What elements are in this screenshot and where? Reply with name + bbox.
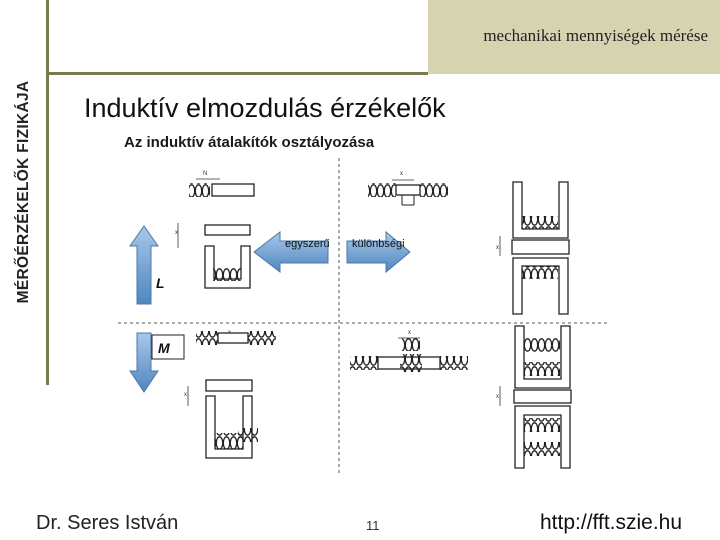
- coil-icon: [524, 338, 560, 352]
- coil-icon: [213, 268, 241, 281]
- header-box: [428, 0, 720, 74]
- coil-icon: [524, 418, 560, 432]
- vertical-divider: [46, 0, 49, 385]
- coil-icon: [189, 183, 210, 197]
- footer-url[interactable]: http://fft.szie.hu: [540, 511, 683, 534]
- coil-icon: [420, 183, 448, 197]
- svg-text:x: x: [175, 230, 178, 236]
- coil-icon: [350, 356, 378, 370]
- side-title: [0, 0, 48, 385]
- coil-icon: [196, 331, 218, 345]
- plunger: [212, 184, 254, 196]
- svg-text:x: x: [400, 171, 403, 177]
- coil-icon: [522, 216, 558, 229]
- coil-icon: [368, 183, 396, 197]
- label-simple: egyszerű: [285, 238, 330, 250]
- svg-text:x: x: [496, 245, 499, 251]
- side-title-text: MÉRŐÉRZÉKELŐK FIZIKÁJA: [15, 80, 32, 304]
- coil-icon: [248, 331, 276, 345]
- figure-heading: Az induktív átalakítók osztályozása: [124, 134, 375, 151]
- coil-icon: [440, 356, 468, 370]
- label-M: M: [158, 340, 170, 356]
- coil-icon: [524, 442, 560, 456]
- svg-text:x: x: [408, 330, 411, 336]
- horizontal-divider: [46, 72, 428, 75]
- coil-icon: [522, 266, 558, 279]
- header-text: mechanikai mennyiségek mérése: [483, 26, 708, 45]
- svg-text:N: N: [203, 171, 208, 177]
- label-L: L: [156, 275, 165, 291]
- label-differential: különbségi: [352, 238, 405, 250]
- classification-figure: [118, 128, 608, 476]
- coil-icon: [524, 362, 560, 376]
- slide-title: Induktív elmozdulás érzékelők: [84, 93, 446, 123]
- coil-icon: [402, 338, 420, 351]
- coil-icon: [400, 354, 422, 372]
- svg-text:x: x: [496, 394, 499, 400]
- coil-icon: [238, 428, 258, 442]
- footer-author: Dr. Seres István: [36, 512, 179, 534]
- page-number: 11: [366, 518, 380, 533]
- svg-text:x: x: [184, 392, 187, 398]
